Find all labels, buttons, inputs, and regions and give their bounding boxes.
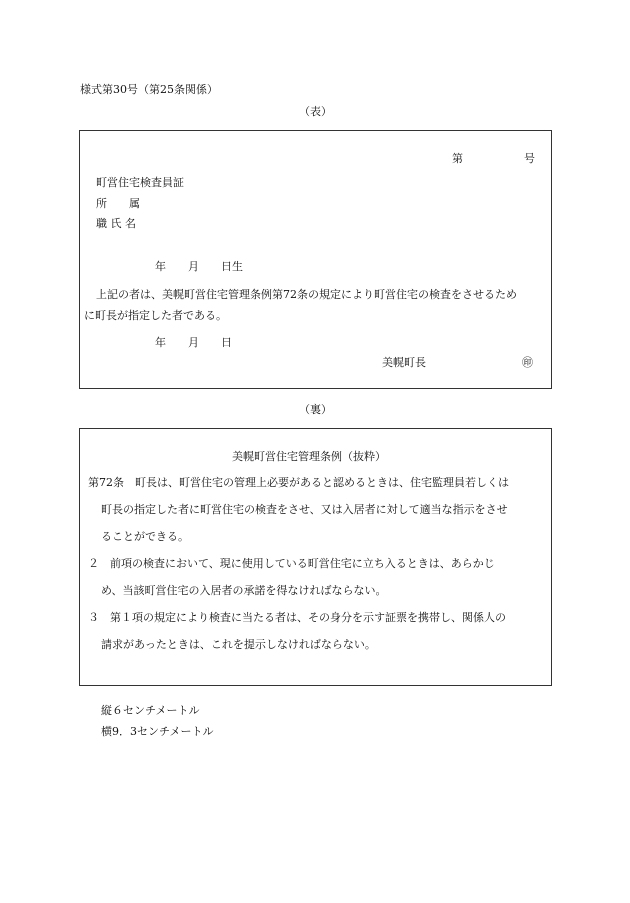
certificate-body-line1: 上記の者は、美幌町営住宅管理条例第72条の規定により町営住宅の検査をさせるため [96,288,517,301]
number-go-label: 号 [524,152,535,165]
article-72-line3: ることができる。 [101,530,189,543]
article-72-line2: 町長の指定した者に町営住宅の検査をさせ、又は入居者に対して適当な指示をさせ [101,503,508,516]
number-dai-label: 第 [452,152,463,165]
affiliation-label: 所 属 [96,197,140,210]
birth-date: 年 月 日生 [155,260,243,273]
card-title: 町営住宅検査員証 [96,176,184,189]
certificate-body-line2: に町長が指定した者である。 [84,309,227,322]
back-heading: （裏） [299,403,332,416]
front-card [79,130,552,389]
paragraph-2-line2: め、当該町営住宅の入居者の承諾を得なければならない。 [101,584,387,597]
seal-mark: ㊞ [522,356,533,369]
ordinance-excerpt-title: 美幌町営住宅管理条例（抜粋） [232,450,386,463]
paragraph-2-line1: ２ 前項の検査において、現に使用している町営住宅に立ち入るときは、あらかじ [88,557,495,570]
form-number: 様式第30号（第25条関係） [80,83,218,96]
front-heading: （表） [299,105,332,118]
position-name-label: 職 氏 名 [96,217,136,230]
paragraph-3-line2: 請求があったときは、これを提示しなければならない。 [101,638,376,651]
dimension-height: 縦６センチメートル [101,704,200,717]
article-72-line1: 第72条 町長は、町営住宅の管理上必要があると認めるときは、住宅監理員若しくは [88,476,509,489]
dimension-width: 横9．3センチメートル [101,725,214,738]
paragraph-3-line1: ３ 第１項の規定により検査に当たる者は、その身分を示す証票を携帯し、関係人の [88,611,506,624]
issue-date: 年 月 日 [155,336,232,349]
issuer-name: 美幌町長 [382,356,426,369]
